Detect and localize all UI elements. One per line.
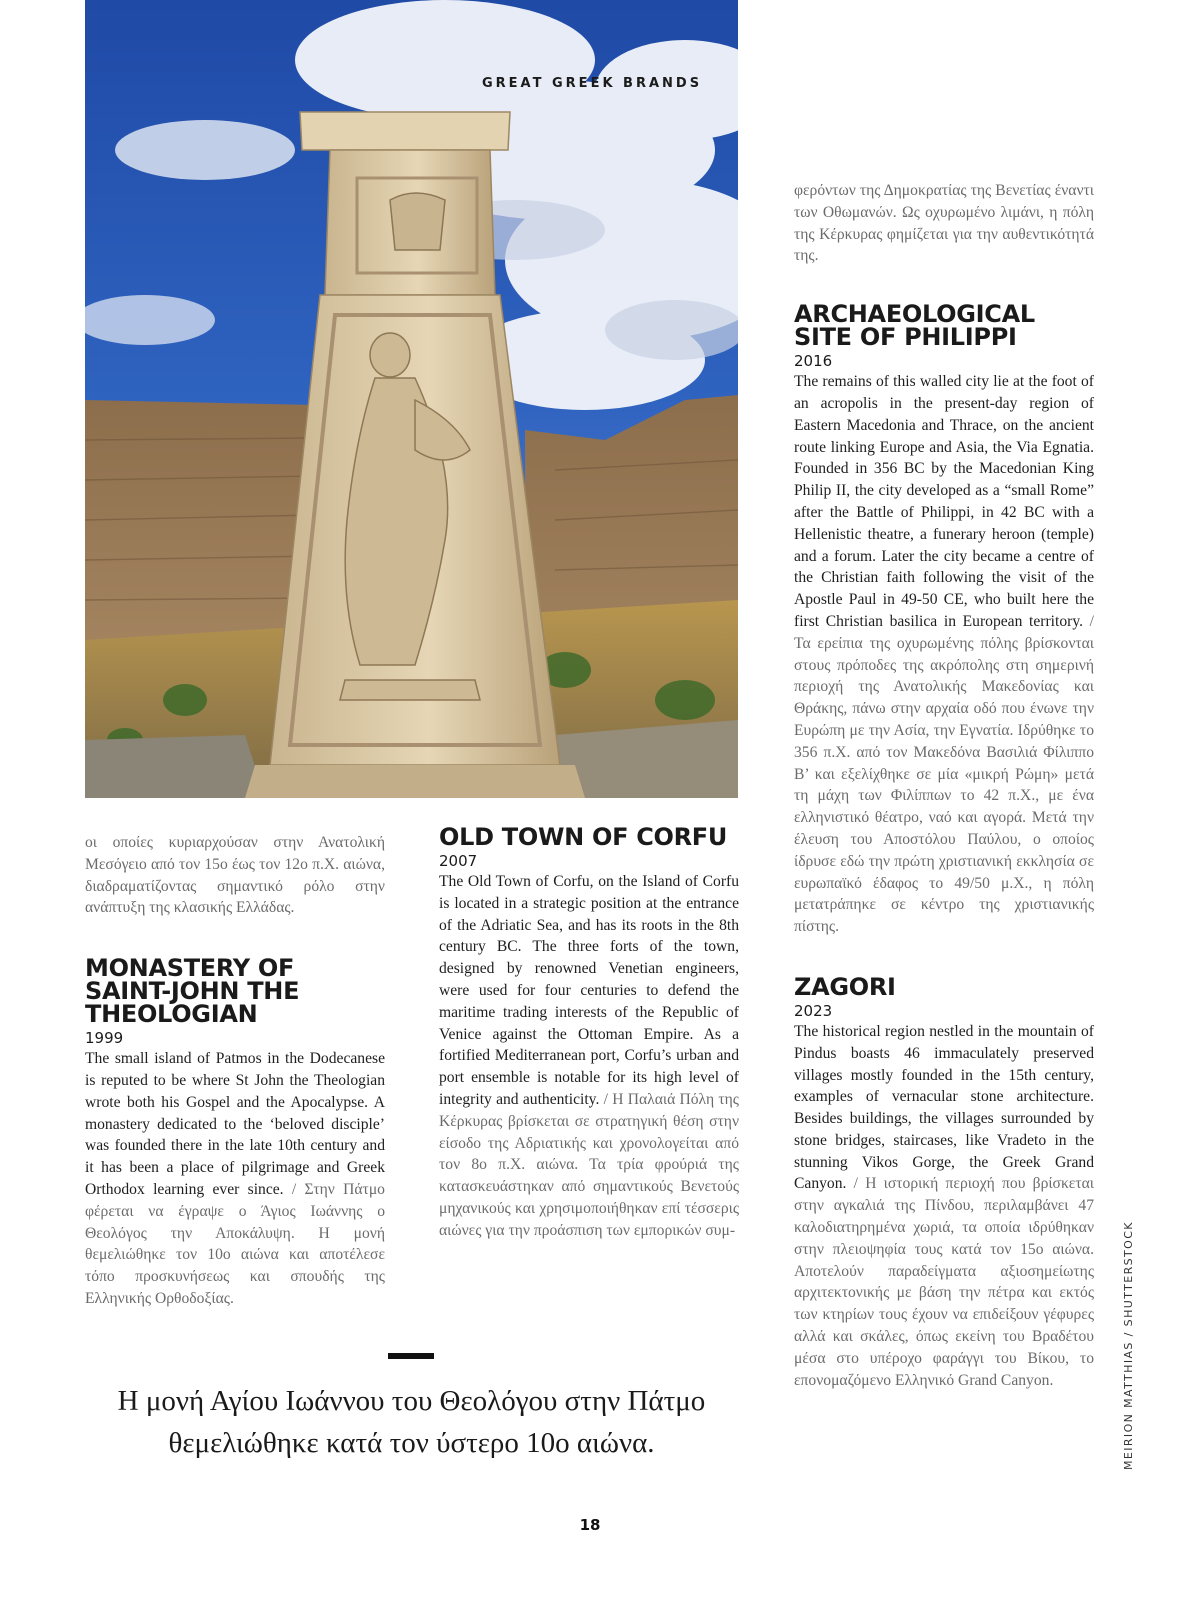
- language-separator: /: [599, 1090, 613, 1108]
- monastery-year: 1999: [85, 1029, 124, 1048]
- corfu-body: [439, 871, 739, 1242]
- intro-greek-text: οι οποίες κυριαρχούσαν στην Ανατολική Μεσόγειο από τον 15ο έως τον 12ο π.Χ. αιώνα, διαδραματίζοντας σημαντικό ρόλο στην ανάπτυξη της κλασικής Ελλάδας.: [85, 834, 385, 917]
- page-number: 18: [579, 1516, 601, 1534]
- stele-photo: [85, 0, 738, 798]
- corfu-year: 2007: [439, 852, 478, 870]
- corfu-greek-continuation: φερόντων της Δημοκρατίας της Βενετίας έναντι των Οθωμανών. Ως οχυρωμένο λιμάνι, η πόλη της Κέρκυρας φημίζεται για την αυθεντικότητά της.: [794, 182, 1094, 265]
- monastery-heading: MONASTERY OF SAINT-JOHN THE THEOLOGIAN: [85, 954, 300, 1029]
- photo-credit-text: MEIRION MATTHIAS / SHUTTERSTOCK: [1122, 1221, 1135, 1470]
- middle-column: [439, 823, 739, 1242]
- corfu-heading: OLD TOWN OF CORFU: [439, 823, 728, 851]
- language-separator: /: [1083, 612, 1094, 630]
- left-column: [85, 832, 385, 1310]
- philippi-english-text: The remains of this walled city lie at the foot of an acropolis in the present-day region of Eastern Macedonia and Thrace, on the ancient route linking Europe and Asia, the Via Egnatia. Founded in 356 BC by the Macedonian King Philip II, the city developed as a “small Rome” after the Battle of Philippi, in 42 BC with a Hellenistic theatre, a funerary heroon (temple) and a forum. Later the city became a centre of the Christian faith following the visit of the Apostle Paul in 49-50 CE, who built here the first Christian basilica in European territory.: [794, 373, 1094, 630]
- philippi-heading: ARCHAEOLOGICAL SITE OF PHILIPPI: [794, 300, 1035, 352]
- zagori-body: [794, 1021, 1094, 1392]
- language-separator: /: [283, 1180, 305, 1198]
- photo-credit: [1122, 1221, 1138, 1470]
- philippi-year: 2016: [794, 352, 833, 371]
- monastery-greek-text: Στην Πάτμο φέρεται να έγραψε ο Άγιος Ιωάννης ο Θεολόγος την Αποκάλυψη. Η μονή θεμελιώθηκε τον 10ο αιώνα και αποτέλεσε τόπο προσκυνήσεως και σπουδής της Ελληνικής Ορθοδοξίας.: [85, 1180, 385, 1307]
- zagori-greek-text: Η ιστορική περιοχή που βρίσκεται στην αγκαλιά της Πίνδου, περιλαμβάνει 47 καλοδιατηρημένα χωριά, τα οποία ιδρύθηκαν στην πλειοψηφία τους κατά τον 15ο αιώνα. Αποτελούν παραδείγματα αξιοσημείωτης αρχιτεκτονικής με βάση την πέτρα και εκτός των κτηρίων τους έχουν να επιδείξουν γέφυρες αλλά και σκάλες, όπως εκείνη του Βραδέτου μέσα στο υπέροχο φαράγγι του Βίκου, το επονομαζόμενο Ελληνικό Grand Canyon.: [794, 1175, 1094, 1389]
- monastery-body: [85, 1048, 385, 1310]
- philippi-body: [794, 371, 1094, 938]
- zagori-year: 2023: [794, 1001, 833, 1020]
- magazine-section-label: GREAT GREEK BRANDS: [482, 76, 703, 91]
- language-separator: /: [846, 1175, 866, 1193]
- quote-divider: [388, 1353, 434, 1359]
- philippi-greek-text: Τα ερείπια της οχυρωμένης πόλης βρίσκονται στους πρόποδες της ακρόπολης στη σημερινή περιοχή της Ανατολικής Μακεδονίας και Θράκης, πάνω στην αρχαία οδό που ένωνε την Ευρώπη με την Ασία, την Εγνατία. Ιδρύθηκε το 356 π.Χ. από τον Μακεδόνα Βασιλιά Φίλιππο Β’ και εξελίχθηκε σε μία «μικρή Ρώμη» μετά τη μάχη των Φιλίππων το 42 π.Χ., με ένα ελληνιστικό θέατρο, ναό και αγορά. Μετά την έλευση του Αποστόλου Παύλου, ο οποίος ίδρυσε εδώ την πρώτη χριστιανική εκκλησία σε ευρωπαϊκό έδαφος το 49/50 μ.Χ., η πόλη μετατράπηκε σε κέντρο της χριστιανικής πίστης.: [794, 634, 1094, 936]
- corfu-english-text: The Old Town of Corfu, on the Island of Corfu is located in a strategic position at the entrance of the Adriatic Sea, and has its roots in the 8th century BC. The three forts of the town, designed by renowned Venetian engineers, were used for four centuries to defend the maritime trading interests of the Republic of Venice against the Ottoman Empire. As a fortified Mediterranean port, Corfu’s urban and port ensemble is notable for its high level of integrity and authenticity.: [439, 873, 739, 1108]
- zagori-english-text: The historical region nestled in the mountain of Pindus boasts 46 immaculately preserved villages mostly founded in the 15th century, examples of vernacular stone architecture. Besides buildings, the villages surrounded by stone bridges, staircases, like Vradeto in the stunning Vikos Gorge, the Greek Grand Canyon.: [794, 1022, 1094, 1193]
- corfu-greek-text: Η Παλαιά Πόλη της Κέρκυρας βρίσκεται σε στρατηγική θέση στην είσοδο της Αδριατικής και χρονολογείται από τον 8ο π.Χ. αιώνα. Τα τρία φρούριά της κατασκευάστηκαν από σημαντικούς Βενετούς μηχανικούς και χρησιμοποιήθηκαν επί τέσσερις αιώνες για την προάσπιση των εμπορικών συμ-: [439, 1090, 739, 1239]
- right-column: [794, 180, 1094, 1391]
- monastery-english-text: The small island of Patmos in the Dodecanese is reputed to be where St John the Theologian wrote both his Gospel and the Apocalypse. A monastery dedicated to the ‘beloved disciple’ was founded there in the late 10th century and it has been a place of pilgrimage and Greek Orthodox learning ever since.: [85, 1050, 385, 1198]
- pull-quote: Η μονή Αγίου Ιωάννου του Θεολόγου στην Πάτμο θεμελιώθηκε κατά τον ύστερο 10ο αιώνα.: [117, 1385, 706, 1459]
- zagori-heading: ZAGORI: [794, 972, 896, 1001]
